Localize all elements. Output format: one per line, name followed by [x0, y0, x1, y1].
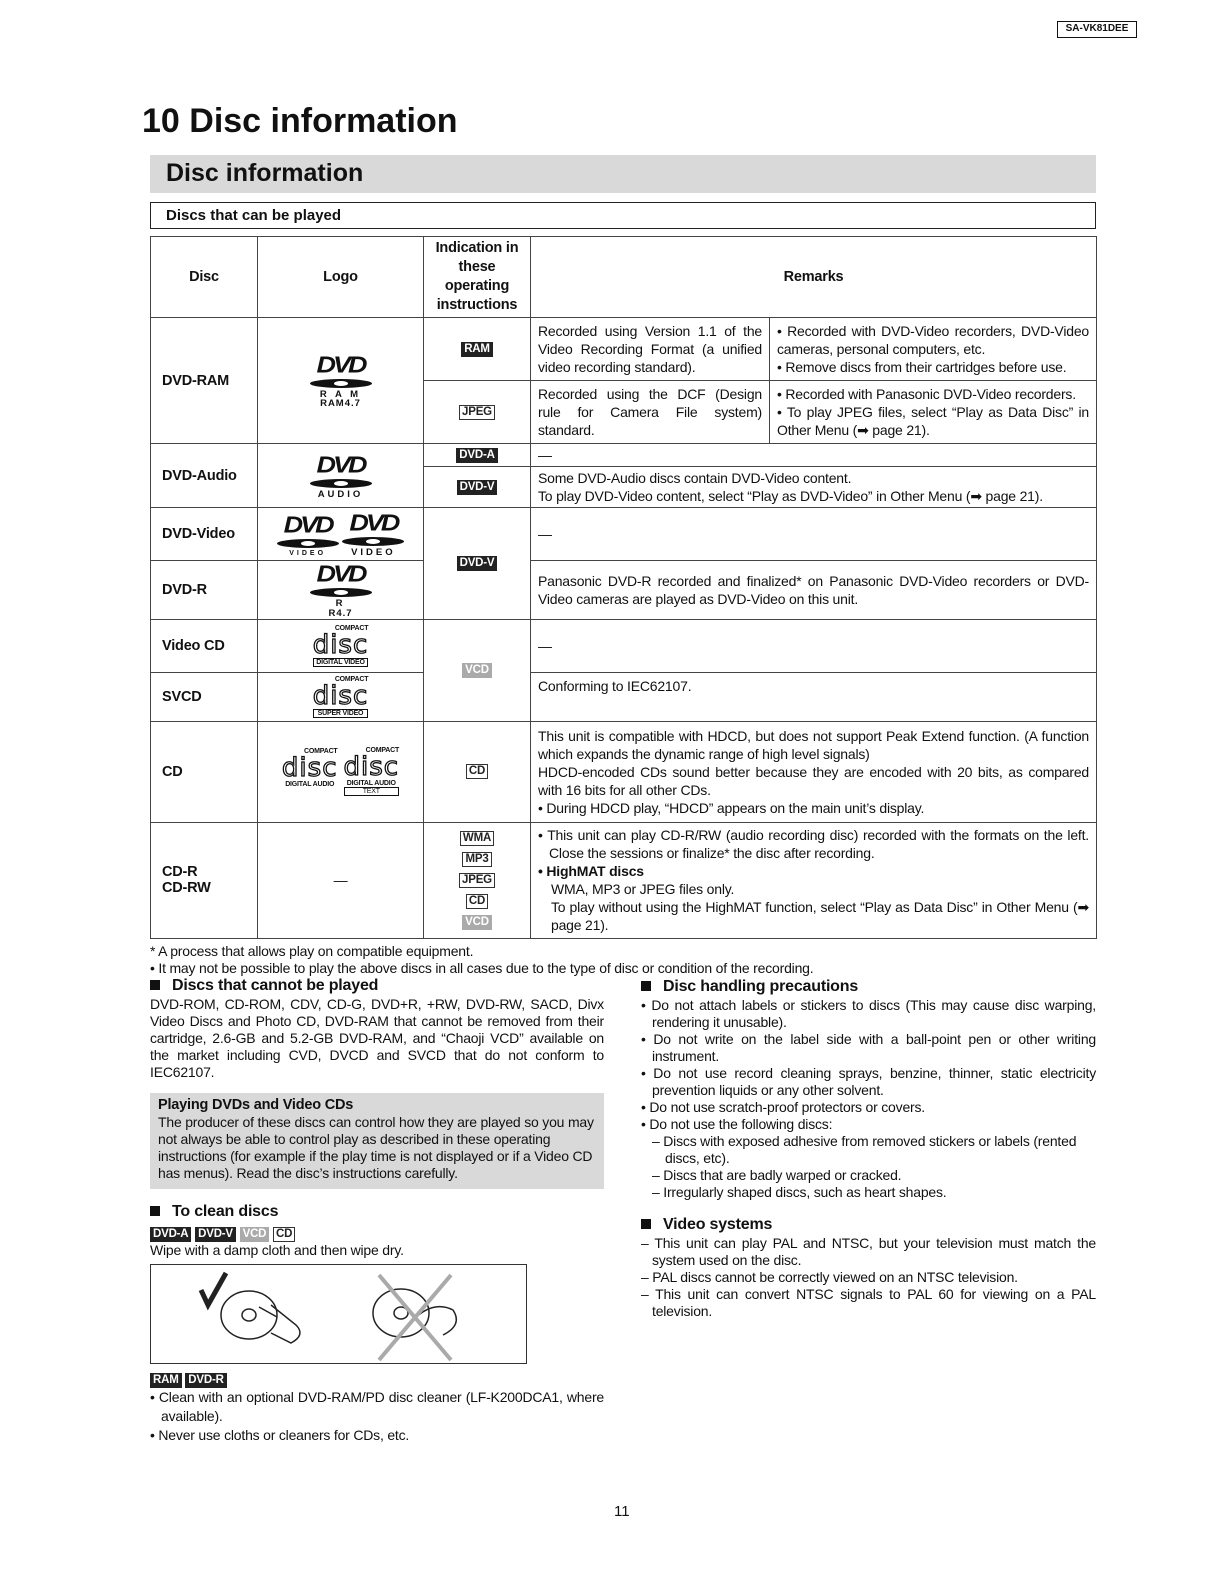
remark: HDCD-encoded CDs sound better because they are encoded with 20 bits, as compared with 16 bits for all other CDs.: [538, 763, 1089, 798]
table-row: [151, 721, 1097, 822]
square-bullet-icon: [150, 1206, 160, 1216]
square-bullet-icon: [641, 1219, 651, 1229]
handling-subitem: – Discs with exposed adhesive from removed stickers or labels (rented discs, etc).: [652, 1133, 1077, 1166]
footnote: • It may not be possible to play the above discs in all cases due to the type of disc or condition of the recording.: [150, 960, 814, 976]
remark: —: [531, 444, 1097, 467]
correct-cleaning-icon: [201, 1273, 300, 1343]
compact-disc-logo: COMPACT disc DIGITAL VIDEO: [258, 619, 424, 672]
disc-name: DVD-Video: [151, 508, 258, 561]
dvd-ram-logo: DVD R A M RAM4.7: [258, 318, 424, 444]
table-row: [151, 619, 1097, 672]
video-item: – This unit can play PAL and NTSC, but your television must match the system used on the disc.: [641, 1235, 1096, 1268]
clean-item: • Clean with an optional DVD-RAM/PD disc cleaner (LF-K200DCA1, where available).: [150, 1389, 604, 1424]
remark: • Remove discs from their cartridges before use.: [777, 359, 1067, 375]
remark: Recorded using the DCF (Design rule for Camera File system) standard.: [531, 381, 770, 444]
remark: To play DVD-Video content, select “Play as DVD-Video” in Other Menu (➡ page 21).: [538, 488, 1043, 504]
table-row: [151, 672, 1097, 721]
square-bullet-icon: [150, 980, 160, 990]
remark: Conforming to IEC62107.: [531, 672, 1097, 721]
disc-name: DVD-R: [151, 561, 258, 620]
remark: • Recorded with DVD-Video recorders, DVD-Video cameras, personal computers, etc.: [777, 323, 1089, 357]
table-row: [151, 318, 1097, 381]
section-title: Disc information: [150, 155, 1096, 193]
disc-name: CD-RW: [162, 880, 211, 896]
square-bullet-icon: [641, 981, 651, 991]
indicator-badge: DVD-A: [150, 1227, 191, 1242]
playing-body: The producer of these discs can control how they are played so you may not always be able to control play as described in these operating instructions (for example if the play time is not displayed or if a Video CD has menus). Read the disc’s instructions carefully.: [158, 1114, 594, 1181]
handling-subitem: – Irregularly shaped discs, such as heart shapes.: [652, 1184, 947, 1200]
header-disc: Disc: [151, 237, 258, 318]
header-logo: Logo: [258, 237, 424, 318]
remark: • Recorded with Panasonic DVD-Video recorders.: [777, 386, 1076, 402]
logo-none: —: [258, 822, 424, 938]
indicator-badge: MP3: [462, 852, 491, 867]
remark: Recorded using Version 1.1 of the Video Recording Format (a unified video recording standard).: [531, 318, 770, 381]
handling-item: • Do not use scratch-proof protectors or covers.: [641, 1099, 925, 1115]
indicator-badge: DVD-V: [457, 480, 498, 495]
indicator-badge: DVD-A: [456, 448, 497, 463]
handling-item: • Do not use record cleaning sprays, benzine, thinner, static electricity prevention liquids or any other solvent.: [641, 1065, 1096, 1098]
dvd-r-logo: DVD R R4.7: [258, 561, 424, 620]
indicator-badge: CD: [273, 1227, 295, 1242]
disc-name: CD: [151, 721, 258, 822]
compact-disc-logos: COMPACT disc DIGITAL AUDIO COMPACT disc DIGITAL AUDIO TEXT: [258, 721, 424, 822]
indicator-badge: JPEG: [459, 405, 495, 420]
indicator-badge: WMA: [460, 831, 494, 846]
playing-title: Playing DVDs and Video CDs: [158, 1097, 354, 1113]
video-item: – PAL discs cannot be correctly viewed on an NTSC television.: [641, 1269, 1018, 1285]
indicator-badge: DVD-V: [457, 556, 498, 571]
handling-title: Disc handling precautions: [663, 978, 859, 995]
indicator-badge: RAM: [150, 1373, 182, 1388]
disc-name: CD-R: [162, 864, 198, 880]
indicator-badge: CD: [466, 894, 488, 909]
chapter-title: 10 Disc information: [142, 102, 458, 140]
dvd-audio-logo: DVD AUDIO: [258, 444, 424, 508]
model-number: SA-VK81DEE: [1057, 21, 1137, 38]
indicator-badge: VCD: [462, 915, 492, 930]
remark: —: [531, 508, 1097, 561]
table-row: [151, 444, 1097, 467]
remark: • During HDCD play, “HDCD” appears on the main unit’s display.: [538, 799, 925, 816]
handling-item: • Do not write on the label side with a ball-point pen or other writing instrument.: [641, 1031, 1096, 1064]
remark: This unit is compatible with HDCD, but does not support Peak Extend function. (A function which expands the dynamic range of high level signals): [538, 727, 1089, 762]
clean-body: Wipe with a damp cloth and then wipe dry.: [150, 1242, 404, 1258]
table-row: [151, 561, 1097, 620]
table-row: [151, 822, 1097, 938]
remark: —: [531, 619, 1097, 672]
indicator-badge: DVD-V: [195, 1227, 236, 1242]
subsection-title: Discs that can be played: [150, 202, 1096, 229]
video-title: Video systems: [663, 1216, 773, 1233]
indicator-badge: VCD: [462, 663, 492, 678]
disc-name: DVD-RAM: [151, 318, 258, 444]
indicator-badge: DVD-R: [185, 1373, 226, 1388]
header-indication: Indication in these operating instructions: [424, 237, 531, 318]
indicator-badge: RAM: [461, 342, 493, 357]
handling-item: • Do not attach labels or stickers to discs (This may cause disc warping, rendering it unusable).: [641, 997, 1096, 1030]
remark: Panasonic DVD-R recorded and finalized* on Panasonic DVD-Video recorders or DVD-Video cameras are played as DVD-Video on this unit.: [531, 561, 1097, 620]
clean-item: • Never use cloths or cleaners for CDs, etc.: [150, 1427, 410, 1443]
indicator-badge: CD: [466, 764, 488, 779]
disc-name: DVD-Audio: [151, 444, 258, 508]
remark: • HighMAT discs: [538, 863, 644, 879]
table-row: [151, 508, 1097, 561]
handling-subitem: – Discs that are badly warped or cracked.: [652, 1167, 902, 1183]
cannot-body: DVD-ROM, CD-ROM, CDV, CD-G, DVD+R, +RW, DVD-RW, SACD, Divx Video Discs and Photo CD, DVD-RAM that cannot be removed from their cartridge, 2.6-GB and 5.2-GB DVD-RAM, and “Chaoji VCD” available on the market including CVD, DVCD and SVCD that do not conform to IEC62107.: [150, 996, 604, 1080]
remark: WMA, MP3 or JPEG files only.: [551, 881, 735, 897]
video-item: – This unit can convert NTSC signals to PAL 60 for viewing on a PAL television.: [641, 1286, 1096, 1319]
remark: To play without using the HighMAT function, select “Play as Data Disc” in Other Menu (➡ page 21).: [551, 899, 1089, 933]
cleaning-illustration: [150, 1264, 527, 1364]
page-number: 11: [614, 1503, 630, 1520]
remark: • To play JPEG files, select “Play as Data Disc” in Other Menu (➡ page 21).: [777, 404, 1089, 438]
disc-table: [150, 236, 1097, 939]
footnote: * A process that allows play on compatible equipment.: [150, 943, 474, 959]
disc-name: Video CD: [151, 619, 258, 672]
dvd-video-logo: DVD VIDEO DVD VIDEO: [258, 508, 424, 561]
disc-name: SVCD: [151, 672, 258, 721]
compact-disc-logo: COMPACT disc SUPER VIDEO: [258, 672, 424, 721]
remark: Some DVD-Audio discs contain DVD-Video content.: [538, 470, 852, 486]
incorrect-cleaning-icon: [373, 1275, 456, 1360]
remark: • This unit can play CD-R/RW (audio recording disc) recorded with the formats on the left. Close the sessions or finalize* the disc after recording.: [538, 827, 1089, 861]
handling-item: • Do not use the following discs:: [641, 1116, 833, 1132]
header-remarks: Remarks: [531, 237, 1097, 318]
clean-title: To clean discs: [172, 1203, 279, 1220]
indicator-badge: VCD: [240, 1227, 270, 1242]
cannot-title: Discs that cannot be played: [172, 977, 379, 994]
indicator-badge: JPEG: [459, 873, 495, 888]
